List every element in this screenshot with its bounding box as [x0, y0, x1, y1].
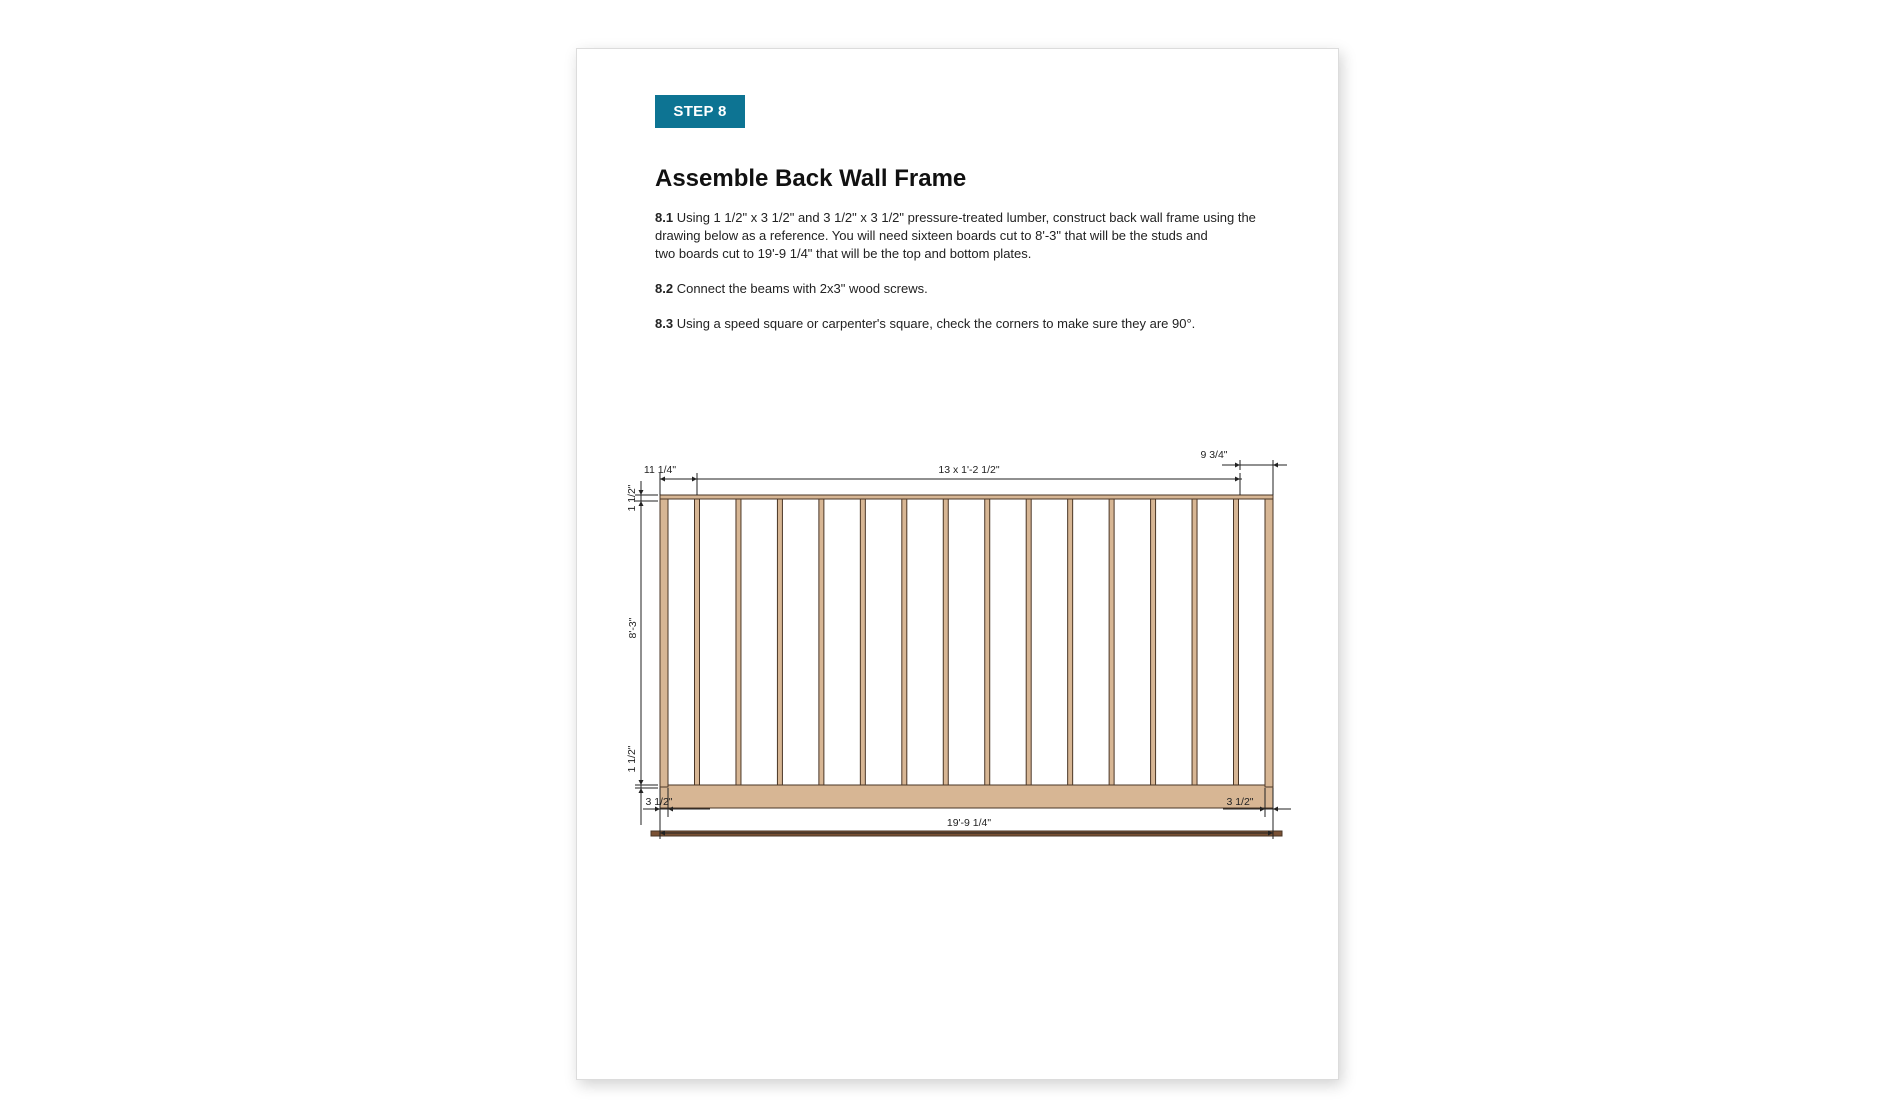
instruction-line: Connect the beams with 2x3" wood screws. [676, 281, 928, 296]
dim-bottom-plate: 1 1/2" [626, 745, 638, 773]
arrow [639, 780, 644, 785]
document-page [576, 48, 1339, 1080]
arrow [660, 477, 665, 482]
dim-overall-width: 19'-9 1/4" [946, 817, 992, 829]
arrow [639, 788, 644, 793]
stud [1026, 499, 1031, 785]
dim-first-stud-spacing: 11 1/4" [643, 464, 677, 476]
step-badge: STEP 8 [655, 95, 745, 128]
stud [1192, 499, 1197, 785]
stud [943, 499, 948, 785]
stud [1109, 499, 1114, 785]
stud [985, 499, 990, 785]
dim-left-post: 3 1/2" [645, 796, 673, 808]
bottom-plate [660, 785, 1273, 808]
arrow [1235, 477, 1240, 482]
left-corner-post [660, 499, 668, 787]
dim-last-stud-spacing: 9 3/4" [1200, 449, 1228, 461]
wall-frame [651, 495, 1282, 836]
instruction-line: two boards cut to 19'-9 1/4" that will be the top and bottom plates. [655, 246, 1032, 261]
dim-right-post: 3 1/2" [1226, 796, 1254, 808]
instruction-line: Using 1 1/2" x 3 1/2" and 3 1/2" x 3 1/2" pressure-treated lumber, construct back wall frame using the [676, 210, 1256, 225]
instruction-number: 8.3 [655, 316, 674, 331]
stud [695, 499, 700, 785]
stud [1234, 499, 1239, 785]
instruction-line: Using a speed square or carpenter's square, check the corners to make sure they are 90°. [676, 316, 1196, 331]
dim-top-plate: 1 1/2" [626, 484, 638, 512]
instruction-line: drawing below as a reference. You will need sixteen boards cut to 8'-3" that will be the studs and [655, 228, 1208, 243]
wall-frame-diagram [577, 49, 1338, 1079]
top-plate [660, 495, 1273, 499]
instruction-number: 8.1 [655, 210, 674, 225]
stud [1068, 499, 1073, 785]
arrow [1273, 463, 1278, 468]
stud [1151, 499, 1156, 785]
stud [819, 499, 824, 785]
arrow [692, 477, 697, 482]
right-corner-post [1265, 499, 1273, 787]
instruction-number: 8.2 [655, 281, 674, 296]
page-title: Assemble Back Wall Frame [655, 165, 967, 192]
stud [902, 499, 907, 785]
stud [777, 499, 782, 785]
arrow [639, 501, 644, 506]
stud [736, 499, 741, 785]
arrow [1235, 463, 1240, 468]
arrow [1273, 807, 1278, 812]
dim-stud-spacing: 13 x 1'-2 1/2" [938, 464, 1000, 476]
stud [860, 499, 865, 785]
dim-stud-height: 8'-3" [627, 617, 639, 639]
arrow [639, 490, 644, 495]
